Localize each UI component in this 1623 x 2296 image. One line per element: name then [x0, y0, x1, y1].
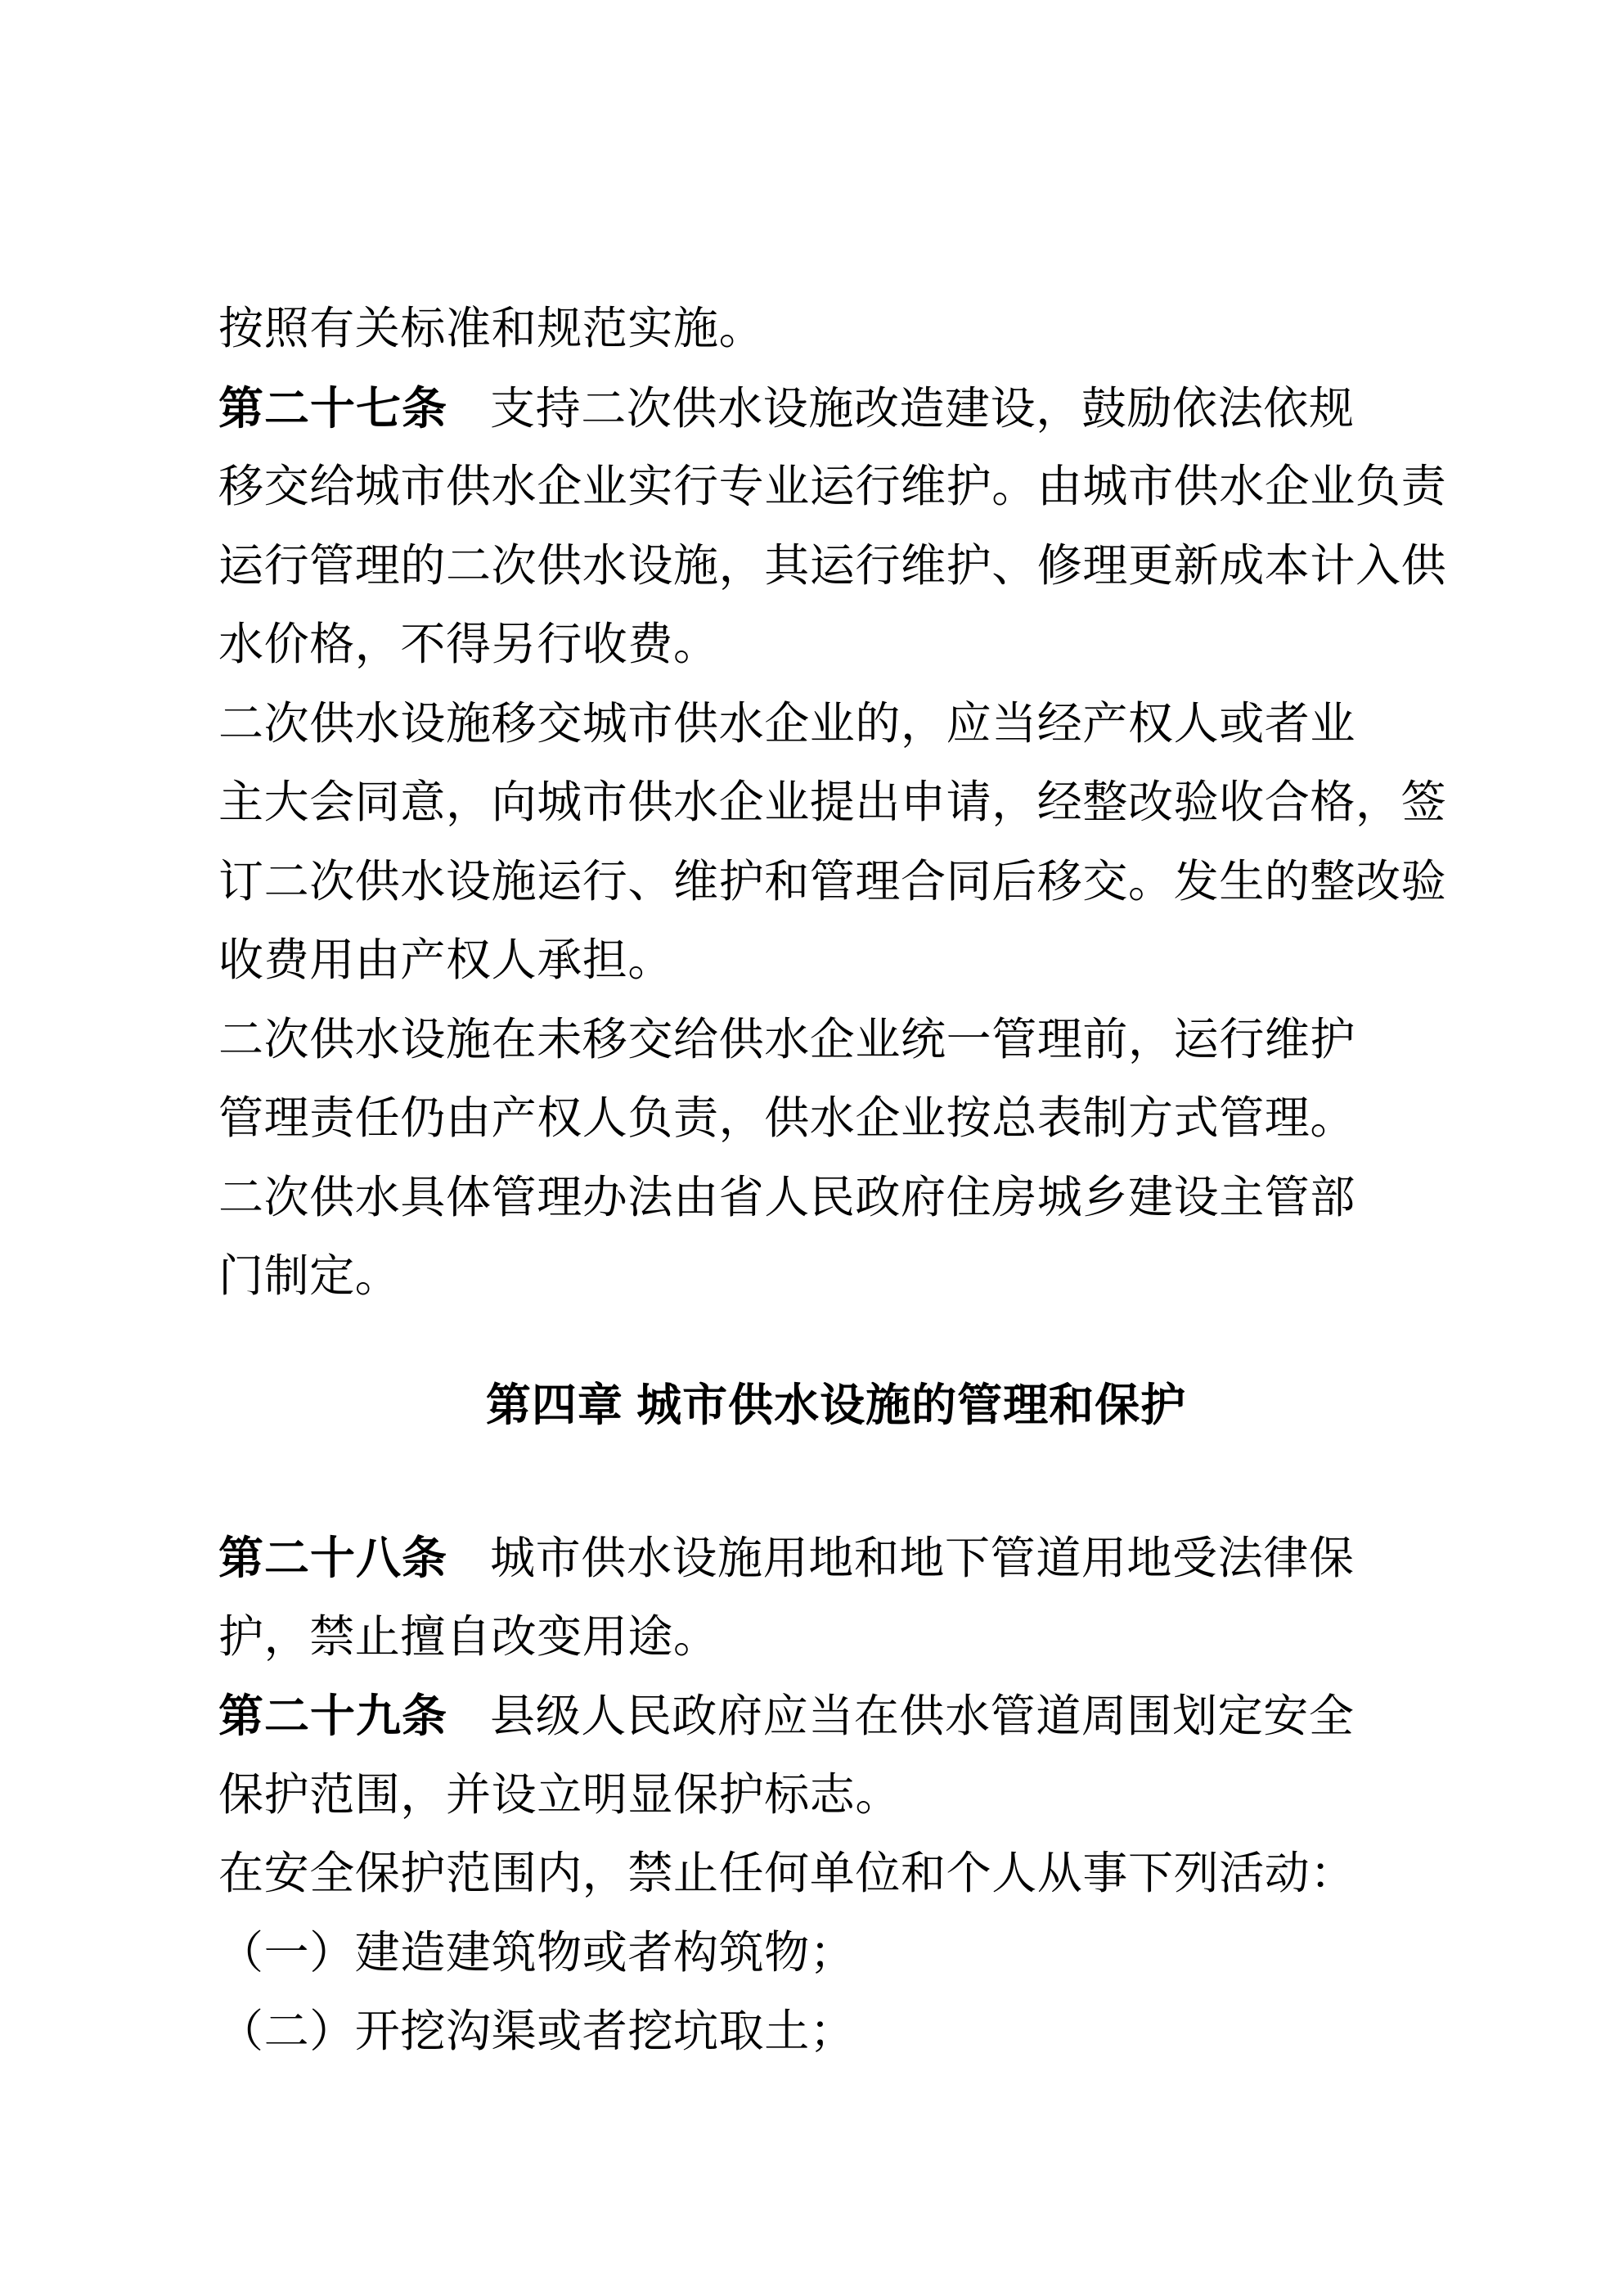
article-29-text: 县级人民政府应当在供水管道周围划定安全 — [490, 1691, 1355, 1741]
chapter-heading: 第四章 城市供水设施的管理和保护 — [485, 1380, 1187, 1430]
body-line: 管理责任仍由产权人负责，供水企业按总表制方式管理。 — [218, 1093, 1356, 1143]
body-line: 门制定。 — [218, 1251, 401, 1301]
article-29-line — [218, 1677, 1454, 1756]
article-28-line — [218, 1519, 1454, 1598]
article-27-text: 支持二次供水设施改造建设，鼓励依法依规 — [490, 383, 1355, 434]
body-line: 水价格，不得另行收费。 — [218, 619, 719, 669]
body-line: 收费用由产权人承担。 — [218, 935, 674, 985]
article-29-number: 第二十九条 — [218, 1690, 448, 1741]
document-body — [218, 290, 1454, 2072]
body-line: 按照有关标准和规范实施。 — [218, 304, 765, 353]
body-line: 移交给城市供水企业实行专业运行维护。由城市供水企业负责 — [218, 461, 1447, 511]
article-28-number: 第二十八条 — [218, 1533, 448, 1583]
body-line: 订二次供水设施运行、维护和管理合同后移交。发生的整改验 — [218, 856, 1447, 907]
body-line: 运行管理的二次供水设施，其运行维护、修理更新成本计入供 — [218, 540, 1447, 591]
article-28-text: 城市供水设施用地和地下管道用地受法律保 — [490, 1533, 1355, 1583]
article-27-line — [218, 369, 1454, 448]
body-line: 二次供水具体管理办法由省人民政府住房城乡建设主管部 — [218, 1172, 1356, 1222]
body-line: 二次供水设施移交城市供水企业的，应当经产权人或者业 — [218, 698, 1356, 749]
body-line: 二次供水设施在未移交给供水企业统一管理前，运行维护 — [218, 1014, 1356, 1065]
body-line: 保护范围，并设立明显保护标志。 — [218, 1769, 901, 1820]
body-line: 主大会同意，向城市供水企业提出申请，经整改验收合格，签 — [218, 777, 1447, 827]
list-item-1: （一）建造建筑物或者构筑物； — [218, 1927, 856, 1978]
body-line: 在安全保护范围内，禁止任何单位和个人从事下列活动： — [218, 1848, 1356, 1898]
body-line: 护，禁止擅自改变用途。 — [218, 1611, 719, 1662]
article-27-number: 第二十七条 — [218, 382, 448, 434]
list-item-2: （二）开挖沟渠或者挖坑取土； — [218, 2006, 856, 2056]
